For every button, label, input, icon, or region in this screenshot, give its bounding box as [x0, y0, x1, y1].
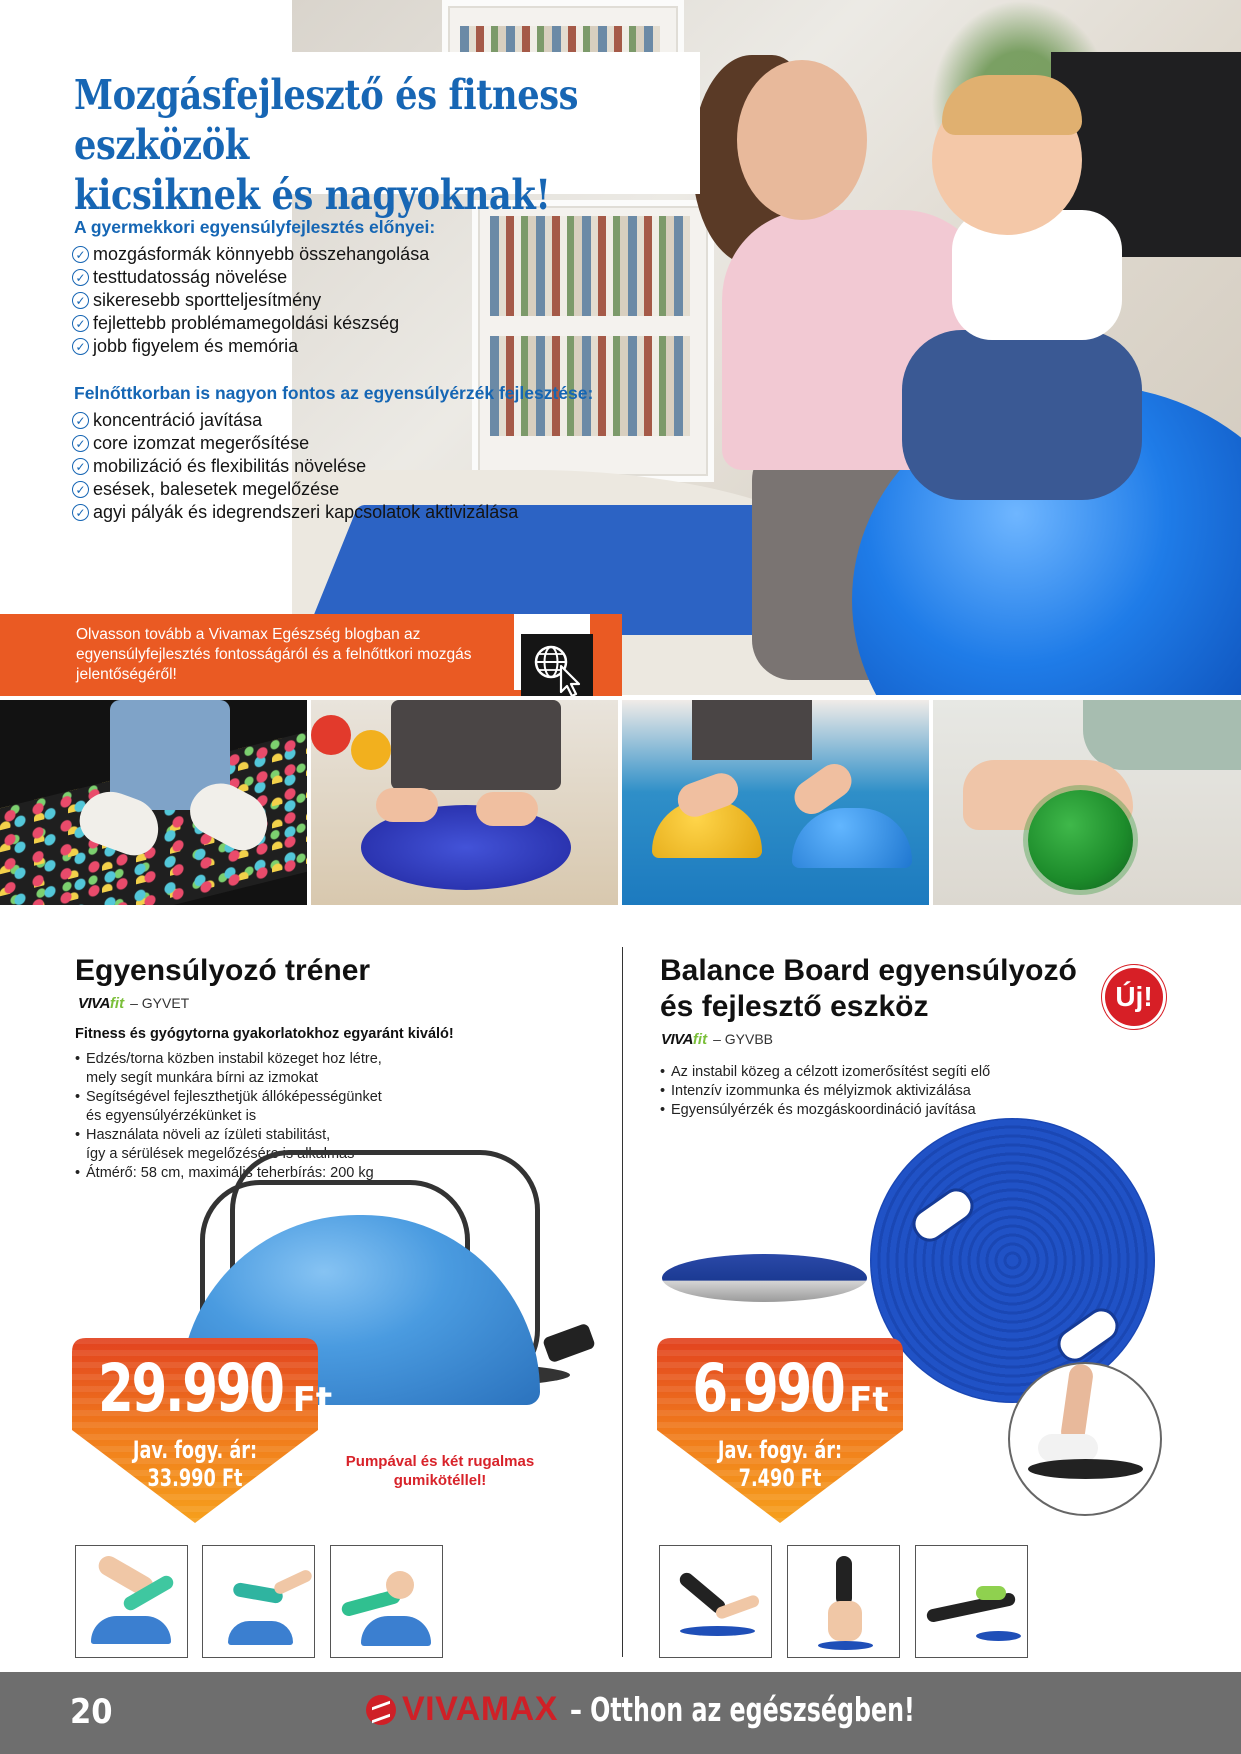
vivamax-logo-text: VIVAMAX [402, 1690, 558, 1728]
globe-cursor-icon[interactable] [521, 634, 593, 696]
list-item: ✓ fejlettebb problémamegoldási készség [72, 312, 429, 335]
board-handle [906, 1182, 980, 1248]
price-currency: Ft [292, 1380, 333, 1420]
list-item: ✓ core izomzat megerősítése [72, 432, 518, 455]
checkmark-icon: ✓ [72, 435, 89, 452]
checkmark-icon: ✓ [72, 269, 89, 286]
product-title [660, 953, 1077, 1025]
price-currency: Ft [849, 1380, 889, 1420]
accessory-note: Pumpával és két rugalmas gumikötéllel! [345, 1453, 535, 1489]
footer-slogan: – Otthon az egészségben! [569, 1690, 915, 1729]
feature-item: • Átmérő: 58 cm, maximális teherbírás: 200 kg [75, 1164, 382, 1183]
blog-banner[interactable] [0, 614, 622, 696]
rrp-value: 33.990 Ft [147, 1464, 243, 1492]
exercise-thumbnail[interactable] [202, 1545, 315, 1658]
rrp-label: Jav. fogy. ár: [132, 1436, 258, 1464]
page-title-line2: kicsiknek és nagyoknak! [74, 171, 551, 219]
exercise-thumbnail[interactable] [75, 1545, 188, 1658]
price-value: 6.990 [692, 1350, 844, 1427]
list-item: ✓ esések, balesetek megelőzése [72, 478, 518, 501]
checkmark-icon: ✓ [72, 292, 89, 309]
board-handle [1051, 1302, 1125, 1368]
adult-benefits-heading: Felnőttkorban is nagyon fontos az egyensúlyérzék fejlesztése: [74, 383, 594, 403]
title-box [50, 52, 700, 219]
feature-item: • Segítségével fejleszthetjük állóképességünket [75, 1088, 382, 1107]
kids-benefits-list [72, 243, 429, 358]
product-title: Egyensúlyozó tréner [75, 954, 371, 987]
rrp-value: 7.490 Ft [738, 1464, 822, 1492]
feature-list [660, 1063, 990, 1120]
rrp-block [94, 1436, 296, 1492]
feature-item: • Használata növeli az ízületi stabilitást, [75, 1126, 382, 1145]
list-item: ✓ sikeresebb sportteljesítmény [72, 289, 429, 312]
exercise-thumbnail[interactable] [330, 1545, 443, 1658]
kids-benefits-heading: A gyermekkori egyensúlyfejlesztés előnyei: [74, 217, 436, 237]
checkmark-icon: ✓ [72, 504, 89, 521]
exercise-thumbnail[interactable] [915, 1545, 1028, 1658]
list-item: ✓ mobilizáció és flexibilitás növelése [72, 455, 518, 478]
blog-banner-text[interactable]: Olvasson tovább a Vivamax Egészség blogban az egyensúlyfejlesztés fontosságáról és a felnőttkori mozgás jelentőségéről! [76, 626, 472, 683]
product-title-line1: Balance Board egyensúlyozó [660, 954, 1077, 987]
list-item: ✓ mozgásformák könnyebb összehangolása [72, 243, 429, 266]
feature-item-cont: és egyensúlyérzékünket is [86, 1108, 257, 1124]
product-code: – GYVBB [713, 1031, 773, 1047]
brand-logo-fit: fit [109, 995, 125, 1012]
product-code: – GYVET [130, 995, 190, 1011]
page-title [74, 70, 676, 220]
brand-line [661, 1031, 773, 1048]
price-value: 29.990 [98, 1350, 283, 1427]
half-ball-photo [622, 700, 929, 905]
feature-item: • Az instabil közeg a célzott izomerősítést segíti elő [660, 1063, 990, 1082]
product-title-line2: és fejlesztő eszköz [660, 990, 929, 1023]
massage-ball-photo [933, 700, 1241, 905]
new-badge: Új! [1105, 968, 1163, 1026]
exercise-thumbnail[interactable] [787, 1545, 900, 1658]
brand-logo: VIVA [661, 1031, 693, 1048]
page-number: 20 [70, 1692, 113, 1732]
vivamax-logo-icon [366, 1695, 396, 1725]
page-title-line1: Mozgásfejlesztő és fitness eszközök [74, 71, 579, 169]
footer-brand [366, 1690, 1001, 1729]
brand-line [78, 995, 189, 1012]
rrp-label: Jav. fogy. ár: [717, 1436, 843, 1464]
checkmark-icon: ✓ [72, 246, 89, 263]
balance-board-top-image [870, 1118, 1155, 1403]
feature-item: • Egyensúlyérzék és mozgáskoordináció javítása [660, 1101, 990, 1120]
balance-board-side-image [662, 1254, 867, 1302]
list-item: ✓ agyi pályák és idegrendszeri kapcsolatok aktivizálása [72, 501, 518, 524]
price-tag [657, 1338, 903, 1523]
list-item: ✓ koncentráció javítása [72, 409, 518, 432]
checkmark-icon: ✓ [72, 338, 89, 355]
checkmark-icon: ✓ [72, 315, 89, 332]
column-divider [622, 947, 623, 1657]
list-item: ✓ jobb figyelem és memória [72, 335, 429, 358]
checkmark-icon: ✓ [72, 412, 89, 429]
price [72, 1350, 333, 1427]
sensory-mat-photo [0, 700, 307, 905]
adult-benefits-list [72, 409, 518, 524]
product-tagline: Fitness és gyógytorna gyakorlatokhoz egyaránt kiváló! [75, 1026, 454, 1042]
page-footer [0, 1672, 1241, 1754]
checkmark-icon: ✓ [72, 481, 89, 498]
rrp-block [679, 1436, 881, 1492]
feature-item: • Intenzív izommunka és mélyizmok aktivizálása [660, 1082, 990, 1101]
feature-item-cont: így a sérülések megelőzésére is alkalmas [86, 1146, 355, 1162]
price [657, 1350, 903, 1427]
band-handle [542, 1323, 596, 1364]
balance-cushion-photo [311, 700, 618, 905]
brand-logo: VIVA [78, 995, 110, 1012]
feature-item-cont: mely segít munkára bírni az izmokat [86, 1070, 319, 1086]
price-tag [72, 1338, 333, 1523]
brand-logo-fit: fit [692, 1031, 708, 1048]
checkmark-icon: ✓ [72, 458, 89, 475]
board-usage-inset [1008, 1362, 1162, 1516]
exercise-thumbnail[interactable] [659, 1545, 772, 1658]
list-item: ✓ testtudatosság növelése [72, 266, 429, 289]
feature-item: • Edzés/torna közben instabil közeget hoz létre, [75, 1050, 382, 1069]
